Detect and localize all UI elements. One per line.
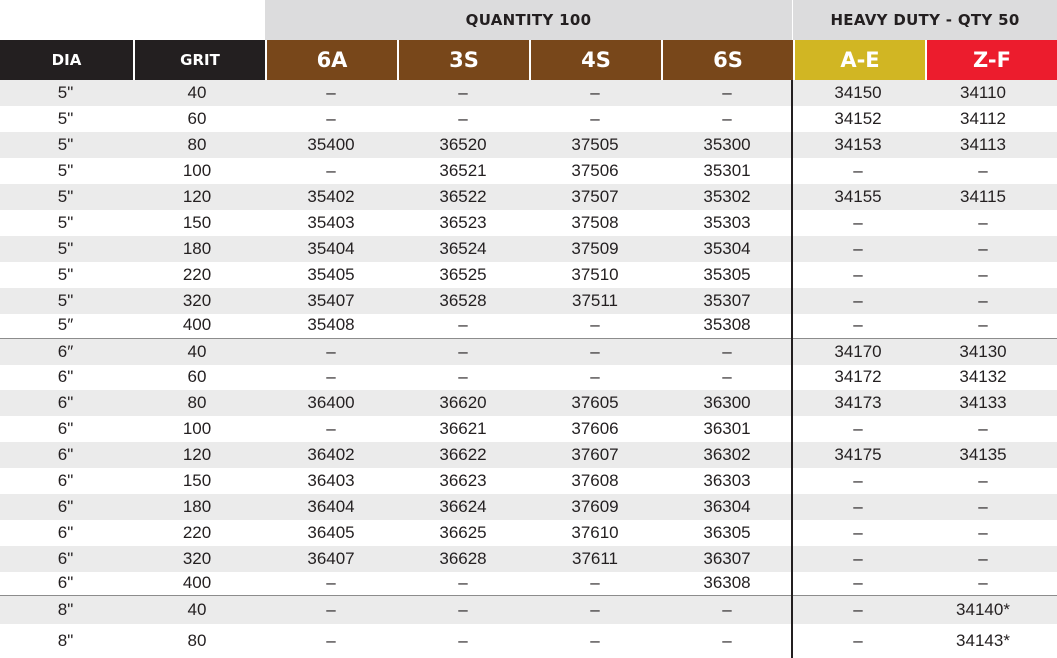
cell-6s: 36308 — [703, 572, 751, 592]
cell-z-f: 34133 — [959, 393, 1007, 412]
cell-grit: 40 — [187, 600, 207, 619]
column-header-a-e: A-E — [793, 40, 925, 80]
cell-3s: 36628 — [439, 549, 487, 568]
table-row — [0, 210, 1057, 236]
cell-z-f: 34113 — [959, 135, 1006, 154]
cell-z-f: – — [978, 549, 988, 568]
cell-z-f: 34143* — [956, 630, 1010, 650]
cell-6s: – — [722, 83, 732, 102]
cell-6s: 36304 — [703, 497, 751, 516]
cell-z-f: – — [978, 497, 988, 516]
cell-grit: 100 — [182, 161, 212, 180]
cell-6a: – — [326, 367, 336, 386]
column-header-3s: 3S — [397, 40, 529, 80]
cell-grit: 60 — [187, 367, 207, 386]
cell-3s: 36622 — [439, 445, 487, 464]
cell-a-e: – — [853, 161, 863, 180]
cell-6s: – — [722, 342, 732, 361]
cell-dia: 6" — [57, 419, 74, 438]
cell-6s: 35307 — [703, 291, 751, 310]
cell-6a: 35408 — [307, 315, 355, 334]
cell-3s: 36625 — [439, 523, 487, 542]
cell-6a: 36400 — [307, 393, 355, 412]
cell-z-f: 34135 — [959, 445, 1007, 464]
cell-grit: 80 — [187, 393, 207, 412]
cell-6a: – — [326, 109, 336, 128]
group-header-quantity: QUANTITY 100 — [265, 0, 792, 40]
cell-6a: 35400 — [307, 135, 355, 154]
cell-a-e: – — [853, 291, 863, 310]
cell-6a: 36403 — [307, 471, 355, 490]
table-row — [0, 442, 1057, 468]
table-row — [0, 416, 1057, 442]
cell-4s: 37511 — [571, 291, 618, 310]
cell-a-e: 34170 — [834, 342, 882, 361]
cell-grit: 400 — [182, 572, 212, 592]
table-row — [0, 546, 1057, 572]
cell-6s: – — [722, 600, 732, 619]
cell-6s: 36300 — [703, 393, 751, 412]
cell-z-f: – — [978, 572, 988, 592]
cell-6s: 36307 — [703, 549, 751, 568]
cell-4s: 37606 — [571, 419, 619, 438]
cell-3s: – — [458, 83, 468, 102]
cell-4s: – — [590, 83, 600, 102]
cell-4s: – — [590, 109, 600, 128]
cell-grit: 40 — [187, 342, 207, 361]
cell-dia: 5" — [57, 265, 74, 284]
cell-dia: 5" — [57, 291, 74, 310]
cell-3s: 36620 — [439, 393, 487, 412]
table-row — [0, 106, 1057, 132]
cell-4s: – — [590, 342, 600, 361]
cell-3s: – — [458, 109, 468, 128]
cell-4s: 37506 — [571, 161, 619, 180]
cell-4s: 37607 — [571, 445, 619, 464]
cell-a-e: – — [853, 572, 863, 592]
cell-z-f: 34115 — [959, 187, 1006, 206]
cell-6a: 35402 — [307, 187, 355, 206]
cell-dia: 6" — [57, 471, 74, 490]
cell-z-f: – — [978, 523, 988, 542]
table-row — [0, 184, 1057, 210]
cell-4s: – — [590, 600, 600, 619]
cell-6a: 35407 — [307, 291, 355, 310]
cell-4s: – — [590, 630, 600, 650]
column-header-6a: 6A — [265, 40, 397, 80]
cell-6s: 35305 — [703, 265, 751, 284]
cell-a-e: 34150 — [834, 83, 882, 102]
cell-4s: 37608 — [571, 471, 619, 490]
cell-6a: – — [326, 342, 336, 361]
cell-3s: 36521 — [439, 161, 487, 180]
column-header-dia: DIA — [0, 40, 133, 80]
cell-a-e: – — [853, 315, 863, 334]
cell-6s: 35301 — [703, 161, 751, 180]
cell-3s: 36524 — [439, 239, 487, 258]
cell-grit: 400 — [182, 315, 212, 334]
cell-3s: 36621 — [439, 419, 487, 438]
cell-z-f: – — [978, 471, 988, 490]
cell-6a: 36405 — [307, 523, 355, 542]
cell-6s: 36303 — [703, 471, 751, 490]
cell-dia: 8" — [57, 600, 74, 619]
cell-6a: – — [326, 572, 336, 592]
column-header-4s: 4S — [529, 40, 661, 80]
cell-dia: 5" — [57, 109, 74, 128]
table-row — [0, 158, 1057, 184]
cell-4s: – — [590, 572, 600, 592]
table-row — [0, 623, 1057, 658]
cell-z-f: – — [978, 213, 988, 232]
cell-grit: 120 — [182, 445, 212, 464]
cell-3s: – — [458, 572, 468, 592]
cell-grit: 220 — [182, 523, 212, 542]
cell-6a: 36404 — [307, 497, 355, 516]
cell-dia: 5" — [57, 135, 74, 154]
cell-dia: 6" — [57, 549, 74, 568]
cell-a-e: – — [853, 630, 863, 650]
cell-grit: 320 — [182, 549, 212, 568]
cell-a-e: 34172 — [834, 367, 882, 386]
column-header-grit: GRIT — [133, 40, 265, 80]
cell-4s: 37508 — [571, 213, 619, 232]
cell-dia: 5" — [57, 187, 74, 206]
cell-grit: 80 — [187, 630, 207, 650]
cell-a-e: – — [853, 497, 863, 516]
cell-6s: – — [722, 367, 732, 386]
cell-6a: 35405 — [307, 265, 355, 284]
cell-grit: 60 — [187, 109, 207, 128]
cell-dia: 6" — [57, 367, 74, 386]
cell-6a: 36402 — [307, 445, 355, 464]
table-row — [0, 338, 1057, 365]
cell-z-f: 34140* — [956, 600, 1010, 619]
cell-6s: – — [722, 109, 732, 128]
cell-dia: 6" — [57, 393, 74, 412]
cell-4s: 37509 — [571, 239, 619, 258]
cell-6a: – — [326, 419, 336, 438]
cell-6s: 35302 — [703, 187, 751, 206]
cell-dia: 5″ — [57, 315, 74, 334]
table-row — [0, 595, 1057, 624]
cell-dia: 5" — [57, 213, 74, 232]
cell-z-f: – — [978, 161, 988, 180]
cell-6s: 36302 — [703, 445, 751, 464]
cell-3s: – — [458, 342, 468, 361]
cell-4s: 37605 — [571, 393, 619, 412]
cell-4s: 37609 — [571, 497, 619, 516]
cell-6a: 35404 — [307, 239, 355, 258]
cell-4s: – — [590, 367, 600, 386]
cell-6a: 36407 — [307, 549, 355, 568]
cell-6a: – — [326, 630, 336, 650]
table-row — [0, 236, 1057, 262]
cell-6a: 35403 — [307, 213, 355, 232]
cell-a-e: 34175 — [834, 445, 882, 464]
cell-4s: 37610 — [571, 523, 619, 542]
cell-grit: 220 — [182, 265, 212, 284]
cell-3s: 36523 — [439, 213, 487, 232]
table-row — [0, 390, 1057, 416]
cell-grit: 180 — [182, 239, 212, 258]
cell-z-f: 34132 — [959, 367, 1007, 386]
table-row — [0, 80, 1057, 106]
cell-a-e: 34173 — [834, 393, 882, 412]
cell-grit: 150 — [182, 213, 212, 232]
cell-z-f: 34112 — [959, 109, 1006, 128]
cell-grit: 100 — [182, 419, 212, 438]
table-row — [0, 312, 1057, 338]
cell-a-e: – — [853, 549, 863, 568]
cell-3s: 36525 — [439, 265, 487, 284]
cell-a-e: – — [853, 523, 863, 542]
cell-a-e: – — [853, 600, 863, 619]
cell-z-f: – — [978, 315, 988, 334]
group-header-heavy-duty: HEAVY DUTY - QTY 50 — [793, 0, 1057, 40]
cell-z-f: – — [978, 239, 988, 258]
cell-6s: 35304 — [703, 239, 751, 258]
cell-3s: 36623 — [439, 471, 487, 490]
cell-3s: – — [458, 600, 468, 619]
cell-6s: 35300 — [703, 135, 751, 154]
cell-3s: 36624 — [439, 497, 487, 516]
cell-3s: – — [458, 315, 468, 334]
cell-dia: 6" — [57, 445, 74, 464]
cell-grit: 80 — [187, 135, 207, 154]
table-row — [0, 262, 1057, 288]
cell-4s: 37505 — [571, 135, 619, 154]
cell-dia: 6" — [57, 572, 74, 592]
cell-z-f: 34110 — [959, 83, 1006, 102]
table-row — [0, 494, 1057, 520]
column-header-6s: 6S — [661, 40, 793, 80]
table-row — [0, 468, 1057, 494]
cell-6a: – — [326, 83, 336, 102]
cell-grit: 40 — [187, 83, 207, 102]
cell-dia: 5" — [57, 239, 74, 258]
cell-3s: – — [458, 367, 468, 386]
table-row — [0, 520, 1057, 546]
cell-dia: 5" — [57, 161, 74, 180]
cell-3s: 36528 — [439, 291, 487, 310]
table-row — [0, 570, 1057, 595]
column-header-z-f: Z-F — [925, 40, 1057, 80]
cell-dia: 5" — [57, 83, 74, 102]
cell-4s: 37507 — [571, 187, 619, 206]
cell-grit: 320 — [182, 291, 212, 310]
cell-z-f: – — [978, 265, 988, 284]
cell-6a: – — [326, 600, 336, 619]
cell-grit: 180 — [182, 497, 212, 516]
cell-dia: 6" — [57, 497, 74, 516]
cell-a-e: – — [853, 471, 863, 490]
cell-3s: – — [458, 630, 468, 650]
cell-4s: 37611 — [571, 549, 618, 568]
cell-6s: 35303 — [703, 213, 751, 232]
cell-3s: 36520 — [439, 135, 487, 154]
cell-a-e: – — [853, 213, 863, 232]
table-row — [0, 364, 1057, 390]
cell-6s: 36301 — [703, 419, 751, 438]
cell-a-e: 34153 — [834, 135, 882, 154]
cell-a-e: 34155 — [834, 187, 882, 206]
cell-6s: 36305 — [703, 523, 751, 542]
table-row — [0, 132, 1057, 158]
cell-6s: 35308 — [703, 315, 751, 334]
cell-6a: – — [326, 161, 336, 180]
cell-a-e: 34152 — [834, 109, 882, 128]
cell-z-f: 34130 — [959, 342, 1007, 361]
cell-3s: 36522 — [439, 187, 487, 206]
cell-4s: – — [590, 315, 600, 334]
cell-z-f: – — [978, 419, 988, 438]
cell-z-f: – — [978, 291, 988, 310]
table-row — [0, 288, 1057, 314]
cell-a-e: – — [853, 265, 863, 284]
cell-dia: 6″ — [57, 342, 74, 361]
cell-a-e: – — [853, 419, 863, 438]
cell-dia: 8" — [57, 630, 74, 650]
heavy-duty-divider — [791, 80, 793, 658]
cell-a-e: – — [853, 239, 863, 258]
cell-grit: 120 — [182, 187, 212, 206]
cell-4s: 37510 — [571, 265, 619, 284]
cell-dia: 6" — [57, 523, 74, 542]
cell-grit: 150 — [182, 471, 212, 490]
cell-6s: – — [722, 630, 732, 650]
